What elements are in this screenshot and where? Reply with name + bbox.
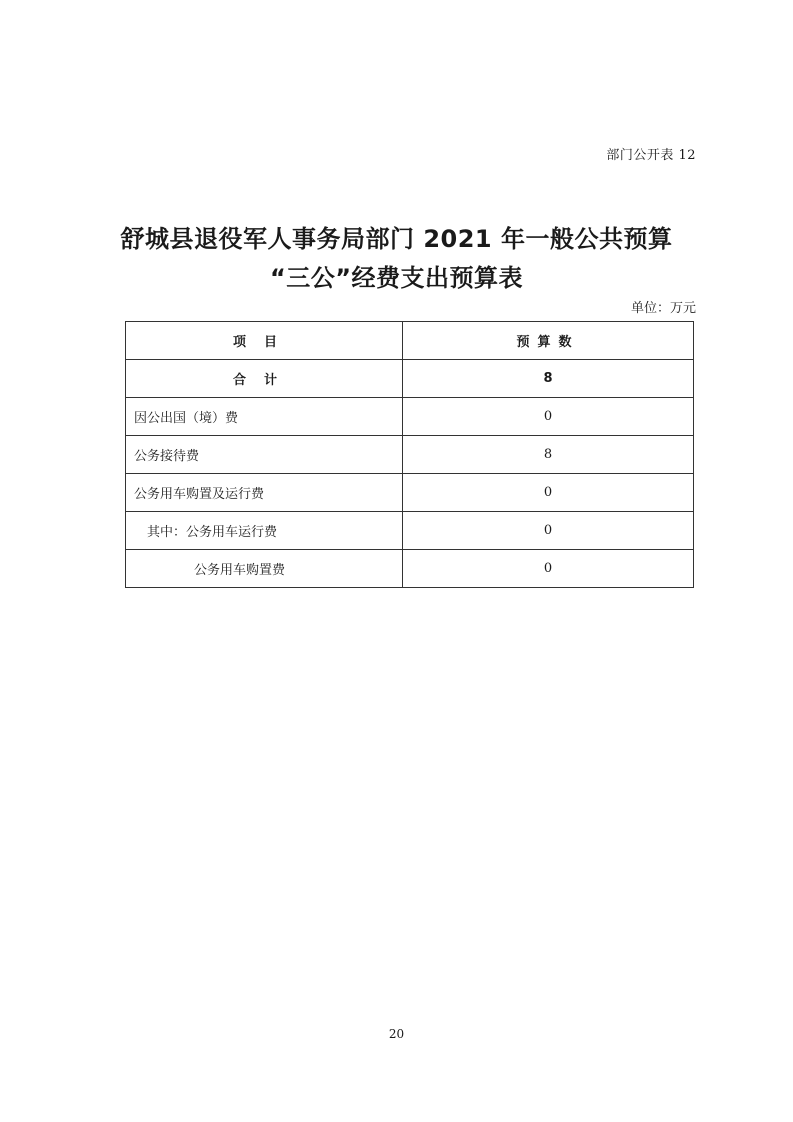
- table-row: [126, 398, 694, 436]
- header-budget: 预算数: [403, 322, 694, 360]
- document-title-line1: 舒城县退役军人事务局部门 2021 年一般公共预算: [120, 225, 673, 253]
- budget-table: [125, 321, 694, 588]
- row-label: 其中：公务用车运行费: [126, 512, 403, 550]
- table-total-row: [126, 360, 694, 398]
- table-row: [126, 550, 694, 588]
- row-label: 公务用车购置费: [126, 550, 403, 588]
- total-label: 合计: [126, 360, 403, 398]
- total-value: 8: [403, 360, 694, 398]
- row-label: 公务接待费: [126, 436, 403, 474]
- row-value: 8: [403, 436, 694, 474]
- page-number: 20: [388, 1027, 405, 1041]
- page-code: 部门公开表 12: [606, 148, 696, 163]
- row-value: 0: [403, 512, 694, 550]
- row-value: 0: [403, 550, 694, 588]
- row-value: 0: [403, 398, 694, 436]
- table-row: [126, 512, 694, 550]
- header-item: 项目: [126, 322, 403, 360]
- unit-label: 单位：万元: [630, 301, 696, 316]
- table-header-row: [126, 322, 694, 360]
- document-title-line2: “三公”经费支出预算表: [269, 264, 524, 292]
- table-row: [126, 474, 694, 512]
- row-label: 因公出国（境）费: [126, 398, 403, 436]
- table-row: [126, 436, 694, 474]
- row-label: 公务用车购置及运行费: [126, 474, 403, 512]
- row-value: 0: [403, 474, 694, 512]
